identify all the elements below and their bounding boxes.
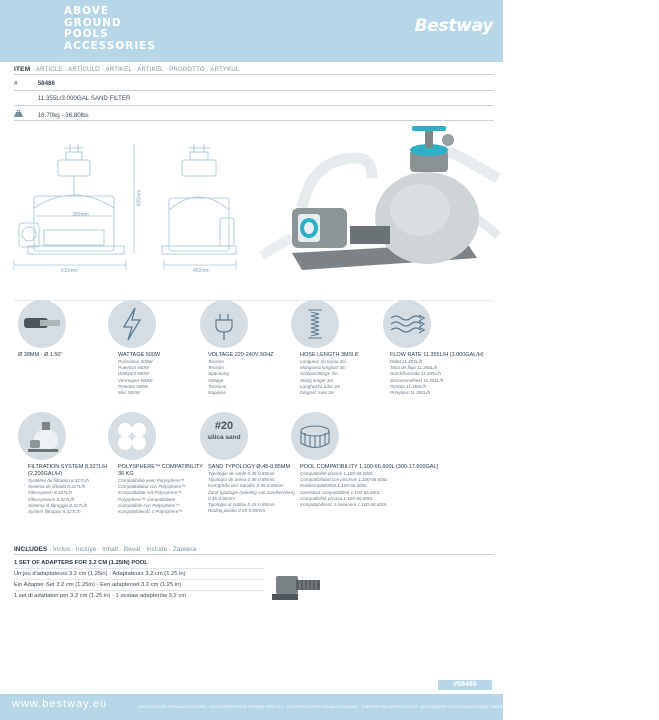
feature-sub: Korngröße des Sandes 0.45-0.85mm bbox=[208, 483, 284, 489]
feature-polysphere bbox=[118, 464, 204, 515]
feature-pool-compatibility bbox=[300, 464, 460, 508]
item-description: 11.355L/3.000GAL SAND FILTER bbox=[37, 95, 131, 102]
feature-label: Ø 38MM - Ø 1.50" bbox=[18, 352, 63, 358]
includes-heading bbox=[14, 546, 196, 553]
feature-sub: Compatibilidad con piscinas 1.100-66.600L bbox=[300, 477, 388, 483]
feature-sub: Kompatibilität mit Polysphere™ bbox=[118, 490, 182, 496]
title-line: POOLS bbox=[64, 28, 109, 40]
feature-sub: Vermogen 500W bbox=[118, 377, 153, 383]
feature-sub: Zand typologie (indeling van zandkorrelen) 0.45-0.85mm bbox=[208, 489, 295, 501]
feature-sub: Kompatybilność z Polysphere™ bbox=[118, 509, 183, 515]
feature-sub: Portata 11.355L/h bbox=[390, 383, 427, 389]
feature-sub: Rodzaj piasku 0.45-0.85mm bbox=[208, 508, 266, 514]
includes-languages: · Inclus · Incluye · Inhalt · Bevat · Include · Zawiera bbox=[49, 546, 197, 553]
feature-flow-rate bbox=[390, 352, 498, 396]
feature-sub: Tension bbox=[208, 359, 224, 364]
feature-label: FLOW RATE 11.355L/H (3.000GAL/H) bbox=[390, 352, 484, 358]
feature-sub: Wattzahl 500W bbox=[118, 371, 150, 377]
item-heading bbox=[14, 66, 239, 73]
feature-label: WATTAGE 500W bbox=[118, 352, 161, 358]
divider bbox=[14, 90, 494, 91]
feature-sub: Compatibilité piscine 1.100-66.600L bbox=[300, 471, 374, 476]
feature-label: VOLTAGE 220-240V 50HZ bbox=[208, 352, 274, 358]
feature-sub: Tipologia di sabbia 0.45-0.85mm bbox=[208, 502, 275, 508]
feature-sub: Sistema di filtraggio 8.327L/h bbox=[28, 502, 88, 508]
feature-sub: Typologie de sable 0.45-0.85mm bbox=[208, 471, 275, 476]
feature-sub: Longueur du tuyau 3m bbox=[300, 359, 346, 364]
divider bbox=[14, 568, 264, 569]
dim-482: 482mm bbox=[193, 268, 210, 274]
feature-sub: Filtersystem 8.327L/h bbox=[28, 490, 72, 496]
silica-sand-badge bbox=[200, 412, 248, 460]
feature-sub: Tensión bbox=[208, 365, 224, 371]
item-languages: · ARTICLE · ARTÍCULO · ARTIKEL · ARTIKEL · PRODOTTO · ARTYKUL bbox=[32, 67, 240, 73]
feature-sub: Lunghezza tubo 3m bbox=[300, 383, 341, 389]
footer-languages: ABOVE GROUND POOLS ACCESSORIES · ACCESSOIRES POUR PISCINES HORS-SOL · ACCESORIOS PARA PISCINAS ELEVADAS · ZUBEHÖR FÜR AUFSTELLPOOLS · ACCESSOIRES VOOR BOVENGRONDSE ZWEMBADEN · ACCESSORI PER PISCINE FUORI TERRA · AKCESORIA DO BASENÓW NAZIEMNYCH bbox=[138, 705, 659, 709]
pool-compatibility-icon bbox=[291, 412, 339, 460]
feature-sub: Slang lengte 3m bbox=[300, 377, 334, 383]
feature-sub: Compatibilité avec Polysphere™ bbox=[118, 478, 185, 483]
feature-sub: Spannung bbox=[208, 371, 229, 377]
sand-filter-product-image bbox=[262, 118, 498, 288]
item-weight: 16.70kg - 36.80lbs bbox=[37, 112, 89, 119]
bestway-logo[interactable]: Bestway bbox=[414, 16, 493, 36]
title-line: ABOVE bbox=[64, 5, 110, 17]
feature-label: POLYSPHERE™ COMPATIBILITY 36 KG bbox=[118, 464, 203, 477]
feature-sub: Voltage bbox=[208, 377, 224, 383]
technical-drawing bbox=[14, 138, 244, 283]
plug-icon bbox=[200, 300, 248, 348]
header-title bbox=[64, 6, 156, 52]
feature-sub: Compatibile con Polysphere™ bbox=[118, 502, 180, 508]
dim-655: 655mm bbox=[136, 189, 143, 207]
weight-icon bbox=[14, 110, 36, 119]
feature-sub: Système de filtration 8.327L/h bbox=[28, 478, 89, 483]
feature-sub: Przepływ 11.355L/h bbox=[390, 390, 431, 396]
feature-sub: Filtersysteem 8.327L/h bbox=[28, 496, 75, 502]
feature-sub: Schlauchlänge 3m bbox=[300, 371, 338, 377]
divider bbox=[14, 554, 494, 555]
feature-wattage bbox=[118, 352, 198, 396]
feature-sub: Stroomsnelheid 11.355L/h bbox=[390, 377, 444, 383]
feature-label: SAND TYPOLOGY Ø.45-0.85MM bbox=[208, 464, 291, 470]
includes-line: 1 SET OF ADAPTERS FOR 3.2 CM (1.25IN) POOL bbox=[14, 560, 148, 566]
divider bbox=[14, 590, 264, 591]
spec-description bbox=[14, 95, 130, 102]
title-line: GROUND bbox=[64, 16, 122, 29]
feature-sub: Zwembad compatibiliteit 1.100-66.600L bbox=[300, 489, 381, 495]
feature-sand-typology bbox=[208, 464, 298, 514]
feature-sub: Débit 11.355L/h bbox=[390, 359, 423, 364]
spec-code bbox=[14, 80, 55, 87]
filtration-system-image bbox=[18, 412, 66, 460]
feature-hose-length bbox=[300, 352, 388, 396]
hose-length-icon bbox=[291, 300, 339, 348]
feature-sub: Compatibilità piscina 1.100-66.600L bbox=[300, 495, 374, 501]
feature-sub: Moc 500W bbox=[118, 390, 140, 396]
title-line: ACCESSORIES bbox=[64, 39, 157, 52]
feature-sub: Durchflussrate 11.355L/h bbox=[390, 371, 441, 377]
feature-label: FILTRATION SYSTEM 8.327L/H (2.200GAL/H) bbox=[28, 464, 108, 477]
item-code: 58486 bbox=[37, 80, 55, 87]
feature-voltage bbox=[208, 352, 298, 396]
feature-sub: Tensione bbox=[208, 383, 227, 389]
divider bbox=[14, 105, 494, 106]
feature-label: POOL COMPATIBILITY 1.100-66.600L (300-17.600GAL) bbox=[300, 464, 439, 470]
dim-385: 385mm bbox=[72, 212, 89, 218]
item-code-badge: #58486 bbox=[438, 680, 492, 690]
includes-line: Un jeu d'adaptateurs 3.2 cm (1.25in) - Adaptateurs 3.2 cm (1.25 in) bbox=[14, 571, 186, 577]
feature-sub: Poolkompatibilität 1.100-66.600L bbox=[300, 483, 367, 489]
feature-sub: System filtrujący 8.327L/h bbox=[28, 509, 81, 515]
feature-filtration bbox=[28, 464, 114, 515]
feature-sub: Manguera longitud 3m bbox=[300, 365, 346, 371]
divider bbox=[14, 74, 494, 75]
feature-hose-diameter bbox=[18, 352, 98, 359]
hose-diameter-photo bbox=[18, 300, 66, 348]
hash-icon: # bbox=[14, 80, 18, 87]
includes-line: 1 set di adattatori per 3.2 cm (1.25 in) - 1 zestaw adapterów 3,2 cm bbox=[14, 593, 187, 599]
divider bbox=[14, 579, 264, 580]
polysphere-image bbox=[108, 412, 156, 460]
website-link[interactable]: www.bestway.eu bbox=[12, 698, 108, 710]
feature-sub: Sistema de filtrado 8.327L/h bbox=[28, 484, 86, 490]
feature-sub: Długość rurki 3m bbox=[300, 390, 335, 396]
includes-line: Ein Adapter-Set 3.2 cm (1.25in) - Een adapterset 3.2 cm (1.25 in) bbox=[14, 582, 182, 588]
feature-sub: Potenza 500W bbox=[118, 383, 149, 389]
sand-text: silica sand bbox=[207, 434, 241, 441]
feature-sub: Puissance 500W bbox=[118, 359, 153, 364]
includes-label: INCLUDES bbox=[14, 546, 48, 553]
feature-sub: Tasa de flujo 11.355L/h bbox=[390, 365, 438, 371]
feature-sub: Tipología de arena 0.45-0.85mm bbox=[208, 477, 275, 483]
dim-610: 610mm bbox=[61, 268, 78, 274]
sand-number: #20 bbox=[214, 420, 234, 432]
adapter-image bbox=[268, 566, 328, 620]
spec-weight bbox=[14, 110, 89, 119]
feature-label: HOSE LENGTH 3M/9.8' bbox=[300, 352, 359, 358]
feature-sub: Potencia 500W bbox=[118, 365, 150, 371]
wattage-icon bbox=[108, 300, 156, 348]
feature-sub: Napięcie bbox=[208, 390, 226, 396]
feature-sub: Compatibilidad con Polysphere™ bbox=[118, 484, 186, 490]
feature-sub: Polysphere™-compatibiliteit bbox=[118, 496, 175, 502]
feature-sub: Kompatybilność z basenem 1.100-66.600L bbox=[300, 502, 388, 508]
flow-rate-icon bbox=[383, 300, 431, 348]
item-label: ITEM bbox=[14, 66, 31, 73]
